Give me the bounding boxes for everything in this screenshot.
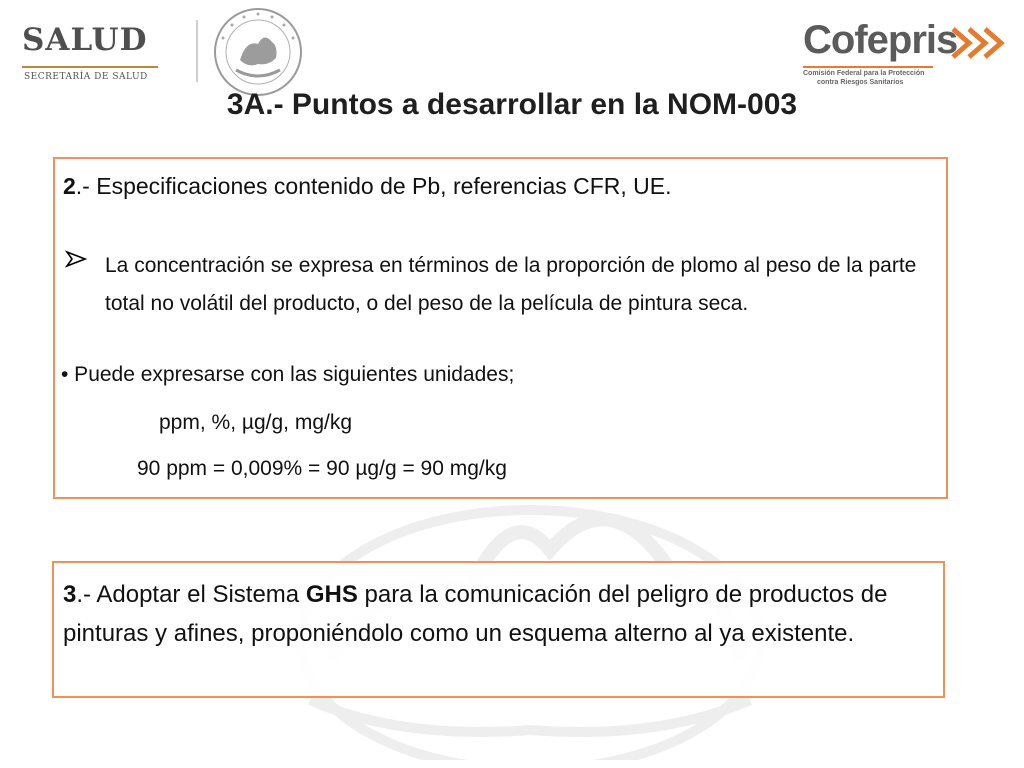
ghs-paragraph-text-a: .- Adoptar el Sistema	[76, 581, 306, 608]
cofepris-logo	[803, 18, 1008, 93]
specifications-box	[53, 157, 948, 499]
specifications-heading-number: 2	[63, 173, 76, 199]
ghs-paragraph	[63, 575, 938, 653]
national-seal-icon	[212, 6, 304, 98]
ghs-keyword: GHS	[305, 581, 358, 608]
specifications-heading	[63, 173, 672, 200]
cofepris-subtitle-line1: Comisión Federal para la Protección	[803, 70, 925, 77]
header-divider	[196, 20, 198, 82]
ghs-paragraph-number: 3	[63, 581, 77, 608]
arrow-bullet-icon	[65, 250, 87, 268]
cofepris-subtitle-line2: contra Riesgos Sanitarios	[817, 79, 904, 86]
cofepris-logo-rule	[803, 66, 933, 68]
units-list: ppm, %, µg/g, mg/kg	[159, 411, 353, 434]
ghs-paragraph-text-b: para la comunicación del peligro de productos de pinturas y afines, proponiéndolo como un esquema alterno al ya existente.	[63, 581, 888, 647]
cofepris-arrows-icon	[951, 26, 1007, 60]
salud-logo-subtitle: SECRETARÍA DE SALUD	[24, 72, 148, 82]
units-bullet: • Puede expresarse con las siguientes unidades;	[61, 363, 515, 386]
cofepris-logo-text: Cofepris	[803, 18, 958, 62]
salud-logo-text: SALUD	[22, 22, 148, 58]
slide-title: 3A.- Puntos a desarrollar en la NOM-003	[226, 88, 798, 121]
units-equivalence: 90 ppm = 0,009% = 90 µg/g = 90 mg/kg	[137, 457, 507, 480]
salud-logo	[22, 22, 162, 82]
salud-logo-rule	[22, 66, 158, 68]
ghs-box	[52, 561, 945, 698]
concentration-paragraph: La concentración se expresa en términos de la proporción de plomo al peso de la parte total no volátil del producto, o del peso de la película de pintura seca.	[105, 254, 917, 315]
specifications-heading-text: .- Especificaciones contenido de Pb, referencias CFR, UE.	[75, 173, 672, 199]
